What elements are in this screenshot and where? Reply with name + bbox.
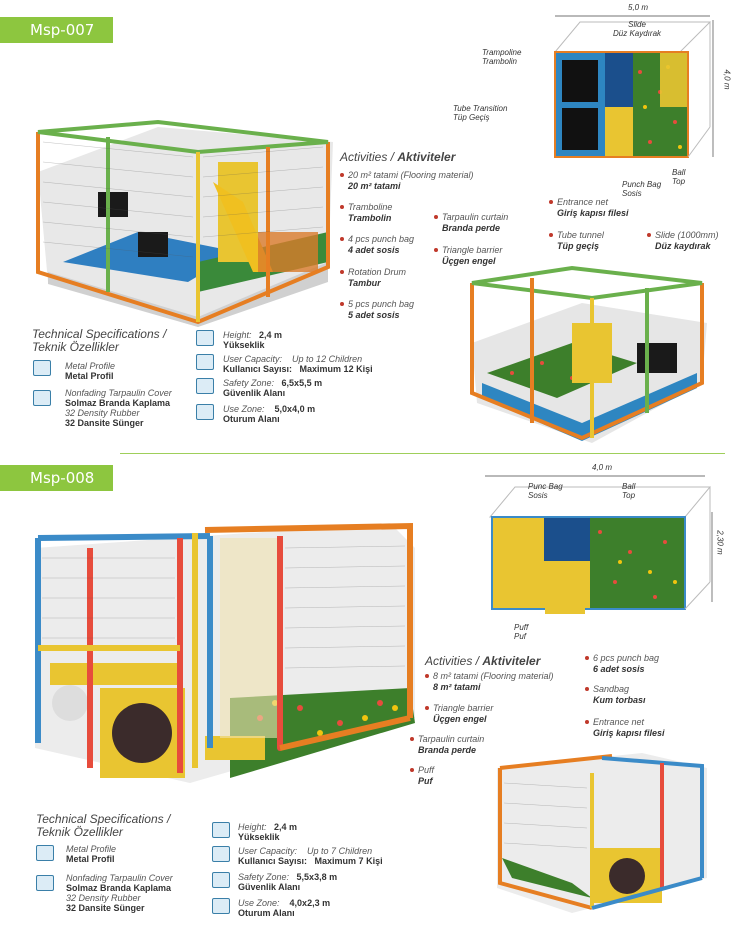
activity-item: 8 m² tatami (Flooring material) 8 m² tatami: [433, 671, 554, 693]
plan-label-ball: Ball Top: [672, 168, 686, 186]
product-tag-msp007: Msp-007: [0, 17, 113, 43]
spec-use-zone: Use Zone: 4,0x2,3 m Oturum Alanı: [238, 898, 331, 918]
spec-capacity: User Capacity: Up to 7 Children Kullanıcı Sayısı: Maximum 7 Kişi: [238, 846, 383, 866]
activity-item: 6 pcs punch bag 6 adet sosis: [593, 653, 659, 675]
spec-height: Height: 2,4 m Yükseklik: [238, 822, 298, 842]
plan-width-msp008: 4,0 m: [592, 463, 613, 472]
spec-safety-zone: Safety Zone: 6,5x5,5 m Güvenlik Alanı: [223, 378, 323, 398]
plan-label-tube: Tube Transition Tüp Geçiş: [453, 104, 508, 122]
activity-item: Entrance net Giriş kapısı filesi: [593, 717, 665, 739]
safety-zone-icon: [196, 378, 214, 394]
activity-item: Tube tunnel Tüp geçiş: [557, 230, 604, 252]
spec-metal-profile: Metal Profile Metal Profil: [66, 844, 117, 864]
spec-safety-zone: Safety Zone: 5,5x3,8 m Güvenlik Alanı: [238, 872, 338, 892]
tarpaulin-icon: [33, 390, 51, 406]
tech-title-msp008: Technical Specifications / Teknik Özellikler: [36, 812, 171, 839]
plan-label-punch: Punch Bag Sosis: [622, 180, 662, 198]
activity-item: Puff Puf: [418, 765, 434, 787]
activity-item: Entrance net Giriş kapısı filesi: [557, 197, 629, 219]
height-icon: [196, 330, 214, 346]
capacity-icon: [196, 354, 214, 370]
safety-zone-icon: [212, 872, 230, 888]
activity-item: Slide (1000mm) Düz kaydırak: [655, 230, 719, 252]
playground-image-msp008-rear: [492, 748, 714, 918]
activity-item: Triangle barrier Üçgen engel: [433, 703, 493, 725]
plan-label-slide: Slide Düz Kaydırak: [613, 20, 662, 38]
activity-item: Tarpaulin curtain Branda perde: [418, 734, 484, 756]
activity-item: Triangle barrier Üçgen engel: [442, 245, 502, 267]
spec-height: Height: 2,4 m Yükseklik: [223, 330, 283, 350]
activity-item: Rotation Drum Tambur: [348, 267, 406, 289]
height-icon: [212, 822, 230, 838]
plan-depth-msp007: 4,0 m: [722, 69, 732, 90]
tech-title-msp007: Technical Specifications / Teknik Özellikler: [32, 327, 167, 354]
plan-label-ball-008: Ball Top: [622, 482, 636, 500]
activity-item: Sandbag Kum torbası: [593, 684, 646, 706]
section-divider: [120, 453, 725, 454]
floor-plan-msp008: [480, 472, 720, 617]
activity-item: Tramboline Trambolin: [348, 202, 392, 224]
tarpaulin-icon: [36, 875, 54, 891]
plan-label-punch-008: Punc Bag Sosis: [528, 482, 563, 500]
spec-metal-profile: Metal Profile Metal Profil: [65, 361, 116, 381]
use-zone-icon: [196, 404, 214, 420]
capacity-icon: [212, 846, 230, 862]
activities-title-msp008: Activities / Aktiviteler: [425, 654, 541, 668]
plan-depth-msp008: 2,30 m: [715, 530, 725, 555]
use-zone-icon: [212, 898, 230, 914]
spec-capacity: User Capacity: Up to 12 Children Kullanıcı Sayısı: Maximum 12 Kişi: [223, 354, 373, 374]
product-tag-msp008: Msp-008: [0, 465, 113, 491]
plan-width-msp007: 5,0 m: [628, 3, 649, 12]
spec-use-zone: Use Zone: 5,0x4,0 m Oturum Alanı: [223, 404, 316, 424]
activity-item: 20 m² tatami (Flooring material) 20 m² tatami: [348, 170, 474, 192]
activity-item: Tarpaulin curtain Branda perde: [442, 212, 508, 234]
plan-label-puff-008: Puff Puf: [514, 623, 529, 641]
playground-image-msp007: [28, 112, 340, 332]
activity-item: 4 pcs punch bag 4 adet sosis: [348, 234, 414, 256]
playground-image-msp008: [30, 518, 420, 788]
activities-title-msp007: Activities / Aktiviteler: [340, 150, 456, 164]
metal-profile-icon: [36, 845, 54, 861]
metal-profile-icon: [33, 360, 51, 376]
activity-item: 5 pcs punch bag 5 adet sosis: [348, 299, 414, 321]
playground-image-msp007-rear: [462, 263, 714, 451]
plan-label-trampoline: Trampoline Trambolin: [482, 48, 522, 66]
spec-tarpaulin: Nonfading Tarpaulin Cover Solmaz Branda Kaplama 32 Density Rubber 32 Dansite Sünger: [66, 873, 173, 913]
spec-tarpaulin: Nonfading Tarpaulin Cover Solmaz Branda Kaplama 32 Density Rubber 32 Dansite Sünger: [65, 388, 172, 428]
